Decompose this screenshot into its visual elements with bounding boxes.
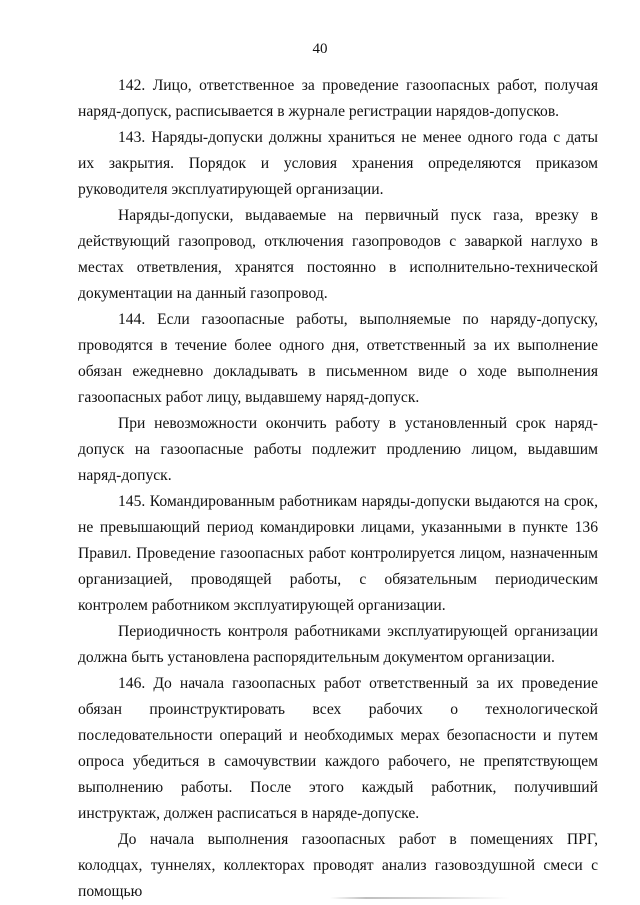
- paragraph-143-permanent-storage: Наряды-допуски, выдаваемые на первичный пуск газа, врезку в действующий газопровод, отключения газопроводов с заваркой наглухо в местах ответвления, хранятся постоянно в исполнительно-технической документации на данный газопровод.: [78, 207, 598, 302]
- scan-edge-mark: [330, 897, 510, 899]
- paragraph-145: 145. Командированным работникам наряды-допуски выдаются на срок, не превышающий период командировки лицами, указанными в пункте 136 Правил. Проведение газоопасных работ контролируется лицом, назначенным организацией, проводящей работы, с обязательным периодическим контролем работником эксплуатирующей организации.: [78, 493, 598, 614]
- page-number: 40: [312, 41, 328, 57]
- paragraph-144-extension: При невозможности окончить работу в установленный срок наряд-допуск на газоопасные работы подлежит продлению лицом, выдавшим наряд-допуск.: [78, 415, 598, 484]
- paragraph-146: 146. До начала газоопасных работ ответственный за их проведение обязан проинструктировать всех рабочих о технологической последовательности операций и необходимых мерах безопасности и путем опроса убедиться в самочувствии каждого рабочего, не препятствующем выполнению работы. После этого каждый работник, получивший инструктаж, должен расписаться в наряде-допуске.: [78, 675, 598, 822]
- paragraph-143: 143. Наряды-допуски должны храниться не менее одного года с даты их закрытия. Порядок и условия хранения определяются приказом руководителя эксплуатирующей организации.: [78, 129, 598, 198]
- page-body: [78, 73, 598, 905]
- paragraph-142: 142. Лицо, ответственное за проведение газоопасных работ, получая наряд-допуск, расписывается в журнале регистрации нарядов-допусков.: [78, 77, 598, 120]
- paragraph-144: 144. Если газоопасные работы, выполняемые по наряду-допуску, проводятся в течение более одного дня, ответственный за их выполнение обязан ежедневно докладывать в письменном виде о ходе выполнения газоопасных работ лицу, выдавшему наряд-допуск.: [78, 311, 598, 406]
- paragraph-146-gas-analysis: До начала выполнения газоопасных работ в помещениях ПРГ, колодцах, туннелях, коллекторах проводят анализ газовоздушной смеси с помощью: [78, 831, 598, 900]
- paragraph-145-control-period: Периодичность контроля работниками эксплуатирующей организации должна быть установлена распорядительным документом организации.: [78, 623, 598, 666]
